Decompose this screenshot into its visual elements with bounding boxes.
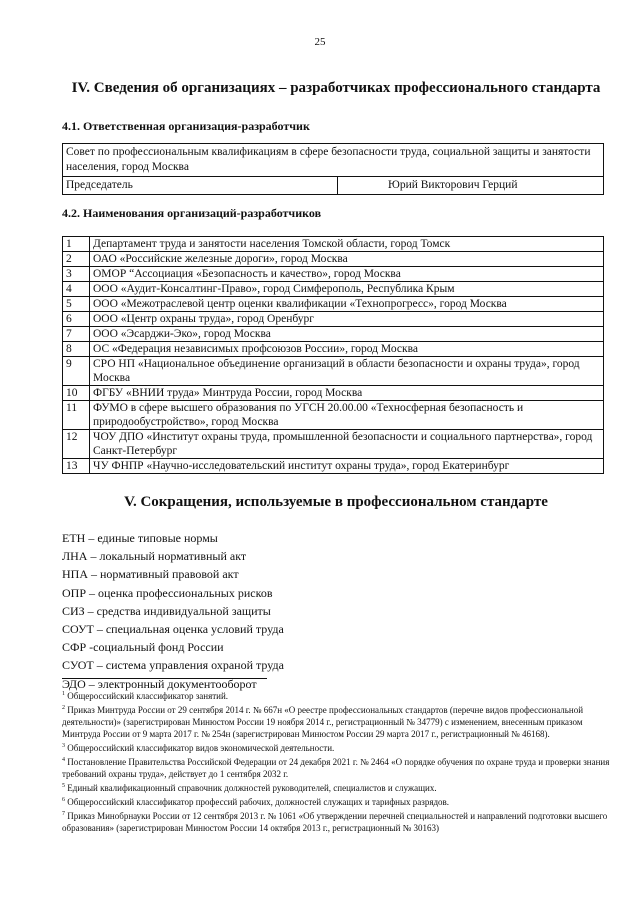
abbreviation-item: ОПР – оценка профессиональных рисков — [62, 585, 273, 600]
section5-title: V. Сокращения, используемые в профессиональном стандарте — [124, 494, 548, 510]
org-name: ФГБУ «ВНИИ труда» Минтруда России, город Москва — [90, 386, 604, 401]
page-number: 25 — [314, 36, 326, 48]
org-number: 4 — [63, 282, 90, 297]
abbreviation-item: НПА – нормативный правовой акт — [62, 567, 239, 582]
org-row — [63, 459, 604, 474]
footnote: $^5$ Единый квалификационный справочник должностей руководителей, специалистов и служащих. — [62, 783, 437, 793]
subsection-4-1-title: 4.1. Ответственная организация-разработчик — [62, 119, 310, 133]
org-row — [63, 312, 604, 327]
org-name: СРО НП «Национальное объединение организаций в области безопасности и охраны труда», город Москва — [90, 357, 604, 386]
developer-orgs-table — [62, 236, 604, 474]
footnote: $^3$ Общероссийский классификатор видов экономической деятельности. — [62, 743, 335, 753]
org-row — [63, 386, 604, 401]
org-row — [63, 357, 604, 386]
org-row — [63, 297, 604, 312]
abbreviation-item: СУОТ – система управления охраной труда — [62, 658, 284, 673]
org-name: ФУМО в сфере высшего образования по УГСН 20.00.00 «Техносферная безопасность и природообустройство», город Москва — [90, 401, 604, 430]
footnote: $^1$ Общероссийский классификатор занятий. — [62, 691, 229, 701]
footnotes — [62, 688, 610, 834]
org-row — [63, 430, 604, 459]
abbreviation-item: СОУТ – специальная оценка условий труда — [62, 622, 284, 637]
chair-name: Юрий Викторович Герций — [338, 177, 604, 195]
org-row — [63, 252, 604, 267]
abbreviation-item: ЛНА – локальный нормативный акт — [62, 549, 247, 564]
chair-label: Председатель — [63, 177, 338, 195]
org-name: ООО «Межотраслевой центр оценки квалификации «Технопрогресс», город Москва — [90, 297, 604, 312]
responsible-org-name: Совет по профессиональным квалификациям в сфере безопасности труда, социальной защиты и занятости населения, город Москва — [63, 144, 604, 177]
org-name: ЧОУ ДПО «Институт охраны труда, промышленной безопасности и социального партнерства», город Санкт-Петербург — [90, 430, 604, 459]
footnote: $^7$ Приказ Минобрнауки России от 12 сентября 2013 г. № 1061 «Об утверждении перечней специальностей и направлений подготовки высшего образования» (зарегистрирован Минюстом России 14 октября 2013 г., регистрационный № 30163) — [62, 811, 608, 833]
org-row — [63, 342, 604, 357]
org-number: 3 — [63, 267, 90, 282]
org-number: 5 — [63, 297, 90, 312]
org-number: 11 — [63, 401, 90, 430]
footnote: $^4$ Постановление Правительства Российской Федерации от 24 декабря 2021 г. № 2464 «О порядке обучения по охране труда и проверки знания требований охраны труда», действует до 1 сентября 2032 г. — [62, 757, 610, 779]
section4-title: IV. Сведения об организациях – разработчиках профессионального стандарта — [71, 80, 601, 96]
org-name: ОМОР “Ассоциация «Безопасность и качество», город Москва — [90, 267, 604, 282]
org-number: 6 — [63, 312, 90, 327]
org-row — [63, 327, 604, 342]
org-row — [63, 282, 604, 297]
abbreviation-item: СФР -социальный фонд России — [62, 640, 224, 655]
org-name: ЧУ ФНПР «Научно-исследовательский институт охраны труда», город Екатеринбург — [90, 459, 604, 474]
responsible-org-table — [62, 143, 604, 195]
org-row — [63, 401, 604, 430]
org-name: ОАО «Российские железные дороги», город Москва — [90, 252, 604, 267]
subsection-4-2-title: 4.2. Наименования организаций-разработчиков — [62, 206, 322, 220]
org-name: ООО «Центр охраны труда», город Оренбург — [90, 312, 604, 327]
org-number: 2 — [63, 252, 90, 267]
org-number: 1 — [63, 237, 90, 252]
org-number: 9 — [63, 357, 90, 386]
abbreviations-list — [62, 529, 284, 693]
org-number: 8 — [63, 342, 90, 357]
abbreviation-item: ЕТН – единые типовые нормы — [62, 531, 218, 545]
org-row — [63, 267, 604, 282]
org-number: 10 — [63, 386, 90, 401]
org-number: 12 — [63, 430, 90, 459]
footnote-separator — [62, 678, 267, 679]
org-name: Департамент труда и занятости населения Томской области, город Томск — [90, 237, 604, 252]
org-name: ООО «Эсарджи-Эко», город Москва — [90, 327, 604, 342]
org-row — [63, 237, 604, 252]
org-name: ООО «Аудит-Консалтинг-Право», город Симферополь, Республика Крым — [90, 282, 604, 297]
abbreviation-item: СИЗ – средства индивидуальной защиты — [62, 603, 271, 618]
footnote: $^6$ Общероссийский классификатор профессий рабочих, должностей служащих и тарифных разрядов. — [62, 797, 450, 807]
footnote: $^2$ Приказ Минтруда России от 29 сентября 2014 г. № 667н «О реестре профессиональных стандартов (перечне видов профессиональной деятельности)» (зарегистрирован Минюстом России 19 ноября 2014 г., регистрационный № 34779) с изменением, внесенным приказом Минтруда России от 9 марта 2017 г. № 254н (зарегистрирован Минюстом России 29 марта 2017 г., регистрационный № 46168). — [62, 705, 584, 739]
org-name: ОС «Федерация независимых профсоюзов России», город Москва — [90, 342, 604, 357]
org-number: 7 — [63, 327, 90, 342]
org-number: 13 — [63, 459, 90, 474]
abbreviation-item: ЭДО – электронный документооборот — [62, 676, 257, 691]
